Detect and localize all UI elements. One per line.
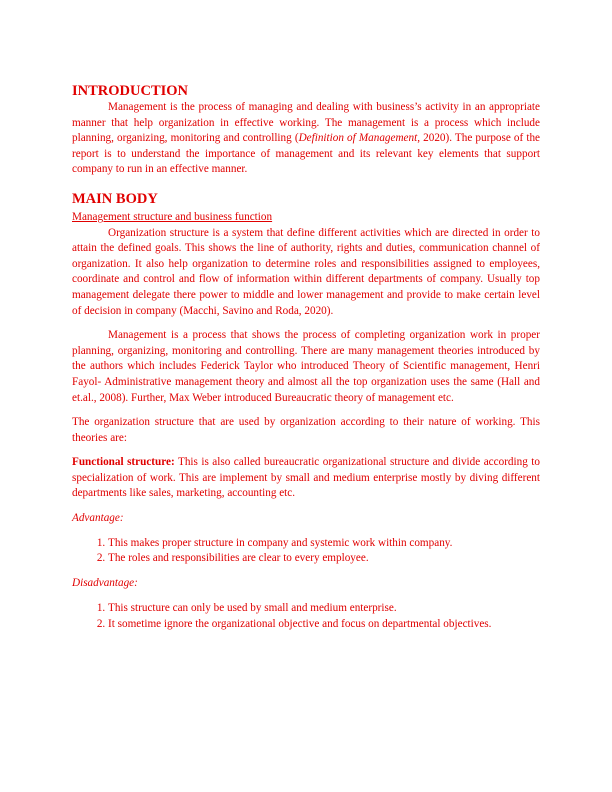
disadvantage-label: Disadvantage: xyxy=(72,577,138,590)
functional-structure-label: Functional structure: xyxy=(72,456,175,469)
main-body-heading: MAIN BODY xyxy=(72,190,158,207)
management-structure-subheading: Management structure and business function xyxy=(72,210,273,223)
intro-citation: Definition of Management xyxy=(298,132,418,145)
introduction-paragraph xyxy=(72,100,540,178)
functional-structure-paragraph xyxy=(72,455,540,502)
advantage-label: Advantage: xyxy=(72,512,124,525)
functional-structure-text: This is also called bureaucratic organizational structure and divide according to specialization of work. This are implement by small and medium enterprise mostly by diving different departments like sales, marketing, accounting etc. xyxy=(72,456,540,500)
intro-text-start: Management is the process of managing and dealing with business’s activity in an appropriate manner that help organization in effective working. The management is a process which include planning, organizing, monitoring and controlling ( xyxy=(72,101,540,145)
advantage-list xyxy=(72,536,540,568)
list-item: 2. The roles and responsibilities are clear to every employee. xyxy=(108,551,540,567)
management-process-paragraph: Management is a process that shows the process of completing organization work in proper planning, organizing, monitoring and controlling. There are many management theories introduced by the authors which includes Federick Taylor who introduced Theory of Scientific management, Henri Fayol- Administrative management theory and almost all the top organization uses the same (Hall and et.al., 2008). Further, Max Weber introduced Bureaucratic theory of management etc. xyxy=(72,329,540,404)
organization-structure-paragraph: Organization structure is a system that define different activities which are directed in order to attain the defined goals. This shows the line of authority, rights and duties, communication channel of organization. It also help organization to determine roles and responsibilities assigned to employees, coordinate and control and flow of information within different departments of company. Usually top management delegate there power to middle and lower management and provide to make certain level of decision in company (Macchi, Savino and Roda, 2020). xyxy=(72,226,540,317)
theories-intro-paragraph: The organization structure that are used by organization according to their nature of working. This theories are: xyxy=(72,416,540,444)
disadvantage-list xyxy=(72,601,540,633)
introduction-heading: INTRODUCTION xyxy=(72,83,189,99)
list-item: 1. This structure can only be used by small and medium enterprise. xyxy=(108,601,540,617)
list-item: 1. This makes proper structure in company and systemic work within company. xyxy=(108,536,540,552)
document-page xyxy=(72,83,540,632)
list-item: 2. It sometime ignore the organizational objective and focus on departmental objectives. xyxy=(108,617,540,633)
intro-text-end: , 2020). The purpose of the report is to understand the importance of management and its relevant key elements that support company to run in an effective manner. xyxy=(72,132,541,176)
